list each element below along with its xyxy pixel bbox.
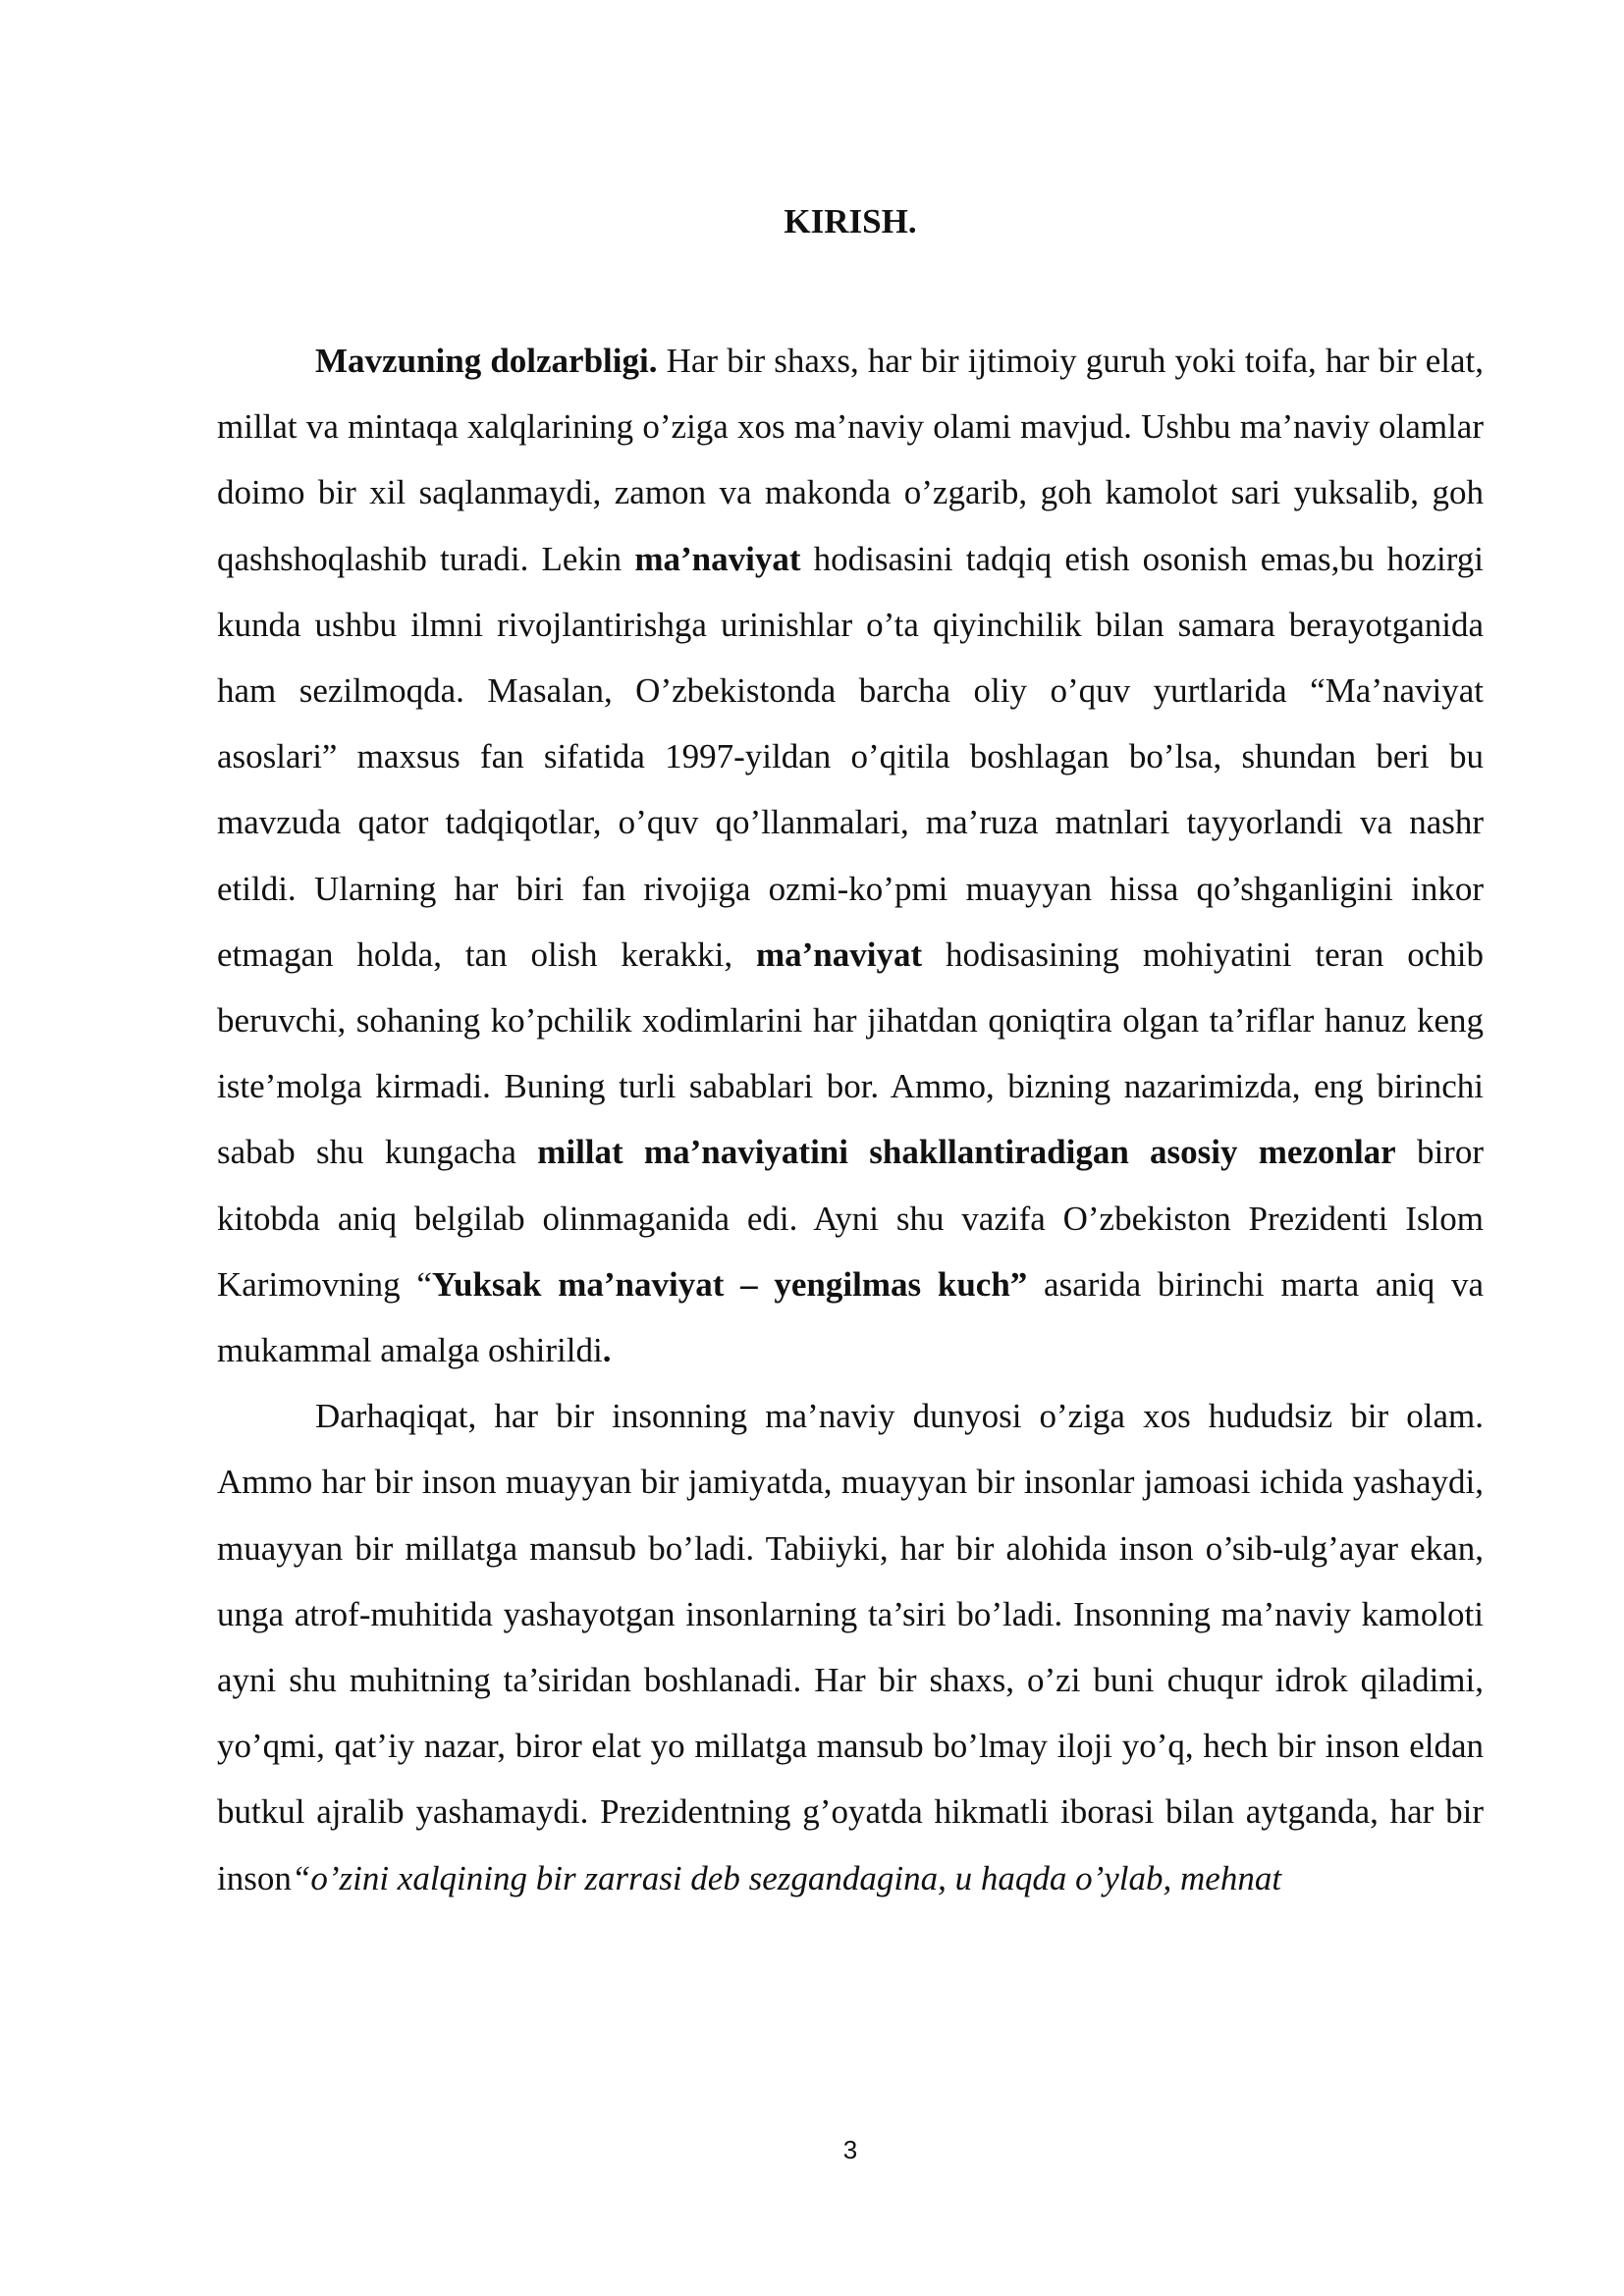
- text-run: Har bir shaxs, har bir ijtimoiy guruh yoki toifa, har bir elat, millat va mintaqa xalqlarining o’ziga xos ma’naviy olami mavjud. Ushbu ma’naviy olamlar doimo bir xil saqlanmaydi, zamon va makonda o’zgarib, goh kamolot sari yuksalib, goh qashshoqlashib turadi. Lekin: [217, 342, 1485, 578]
- text-run: hodisasining mohiyatini teran ochib beruvchi, sohaning ko’pchilik xodimlarini har jihatdan qoniqtira olgan ta’riflar hanuz keng iste’molga kirmadi. Buning turli sabablari bor. Ammo, bizning nazarimizda, eng birinchi sabab shu kungacha: [217, 934, 1484, 1172]
- page-number: 3: [842, 2135, 858, 2164]
- text-run: Mavzuning dolzarbligi.: [315, 342, 658, 380]
- text-run: biror kitobda aniq belgilab olinmaganida edi. Ayni shu vazifa O’zbekiston Prezidenti Islom Karimovning “: [217, 1133, 1484, 1304]
- text-run: ma’naviyat: [634, 539, 801, 578]
- paragraph-darhaqiqat: [217, 1383, 1484, 1911]
- text-run: .: [602, 1331, 612, 1370]
- paragraph-dolzarblik: [217, 328, 1484, 1383]
- text-run: Darhaqiqat, har bir insonning ma’naviy dunyosi o’ziga xos hududsiz bir olam. Ammo har bir inson muayyan bir jamiyatda, muayyan bir insonlar jamoasi ichida yashaydi, muayyan bir millatga mansub bo’ladi. Tabiiyki, har bir alohida inson o’sib-ulg’ayar ekan, unga atrof-muhitida yashayotgan insonlarning ta’siri bo’ladi. Insonning ma’naviy kamoloti ayni shu muhitning ta’siridan boshlanadi. Har bir shaxs, o’zi buni chuqur idrok qiladimi, yo’qmi, qat’iy nazar, biror elat yo millatga mansub bo’lmay iloji yo’q, hech bir inson eldan butkul ajralib yashamaydi. Prezidentning g’oyatda hikmatli iborasi bilan aytganda, har bir inson: [217, 1397, 1484, 1897]
- text-run: “o’zini xalqining bir zarrasi deb sezgandagina, u haqda o’ylab, mehnat: [291, 1858, 1282, 1897]
- text-run: ma’naviyat: [756, 934, 923, 974]
- text-run: millat ma’naviyatini shakllantiradigan asosiy mezonlar: [537, 1133, 1396, 1172]
- text-run: Yuksak ma’naviyat – yengilmas kuch”: [431, 1264, 1028, 1304]
- text-run: hodisasini tadqiq etish osonish emas,bu hozirgi kunda ushbu ilmni rivojlantirishga urinishlar o’ta qiyinchilik bilan samara berayotganida ham sezilmoqda. Masalan, O’zbekistonda barcha oliy o’quv yurtlarida “Ma’naviyat asoslari” maxsus fan sifatida 1997-yildan o’qitila boshlagan bo’lsa, shundan beri bu mavzuda qator tadqiqotlar, o’quv qo’llanmalari, ma’ruza matnlari tayyorlandi va nashr etildi. Ularning har biri fan rivojiga ozmi-ko’pmi muayyan hissa qo’shganligini inkor etmagan holda, tan olish kerakki,: [217, 539, 1484, 974]
- document-page: [217, 0, 1484, 2296]
- text-run: asarida birinchi marta aniq va mukammal amalga oshirildi: [217, 1264, 1484, 1370]
- page-title: KIRISH.: [784, 202, 917, 240]
- body-text: [217, 328, 1484, 1911]
